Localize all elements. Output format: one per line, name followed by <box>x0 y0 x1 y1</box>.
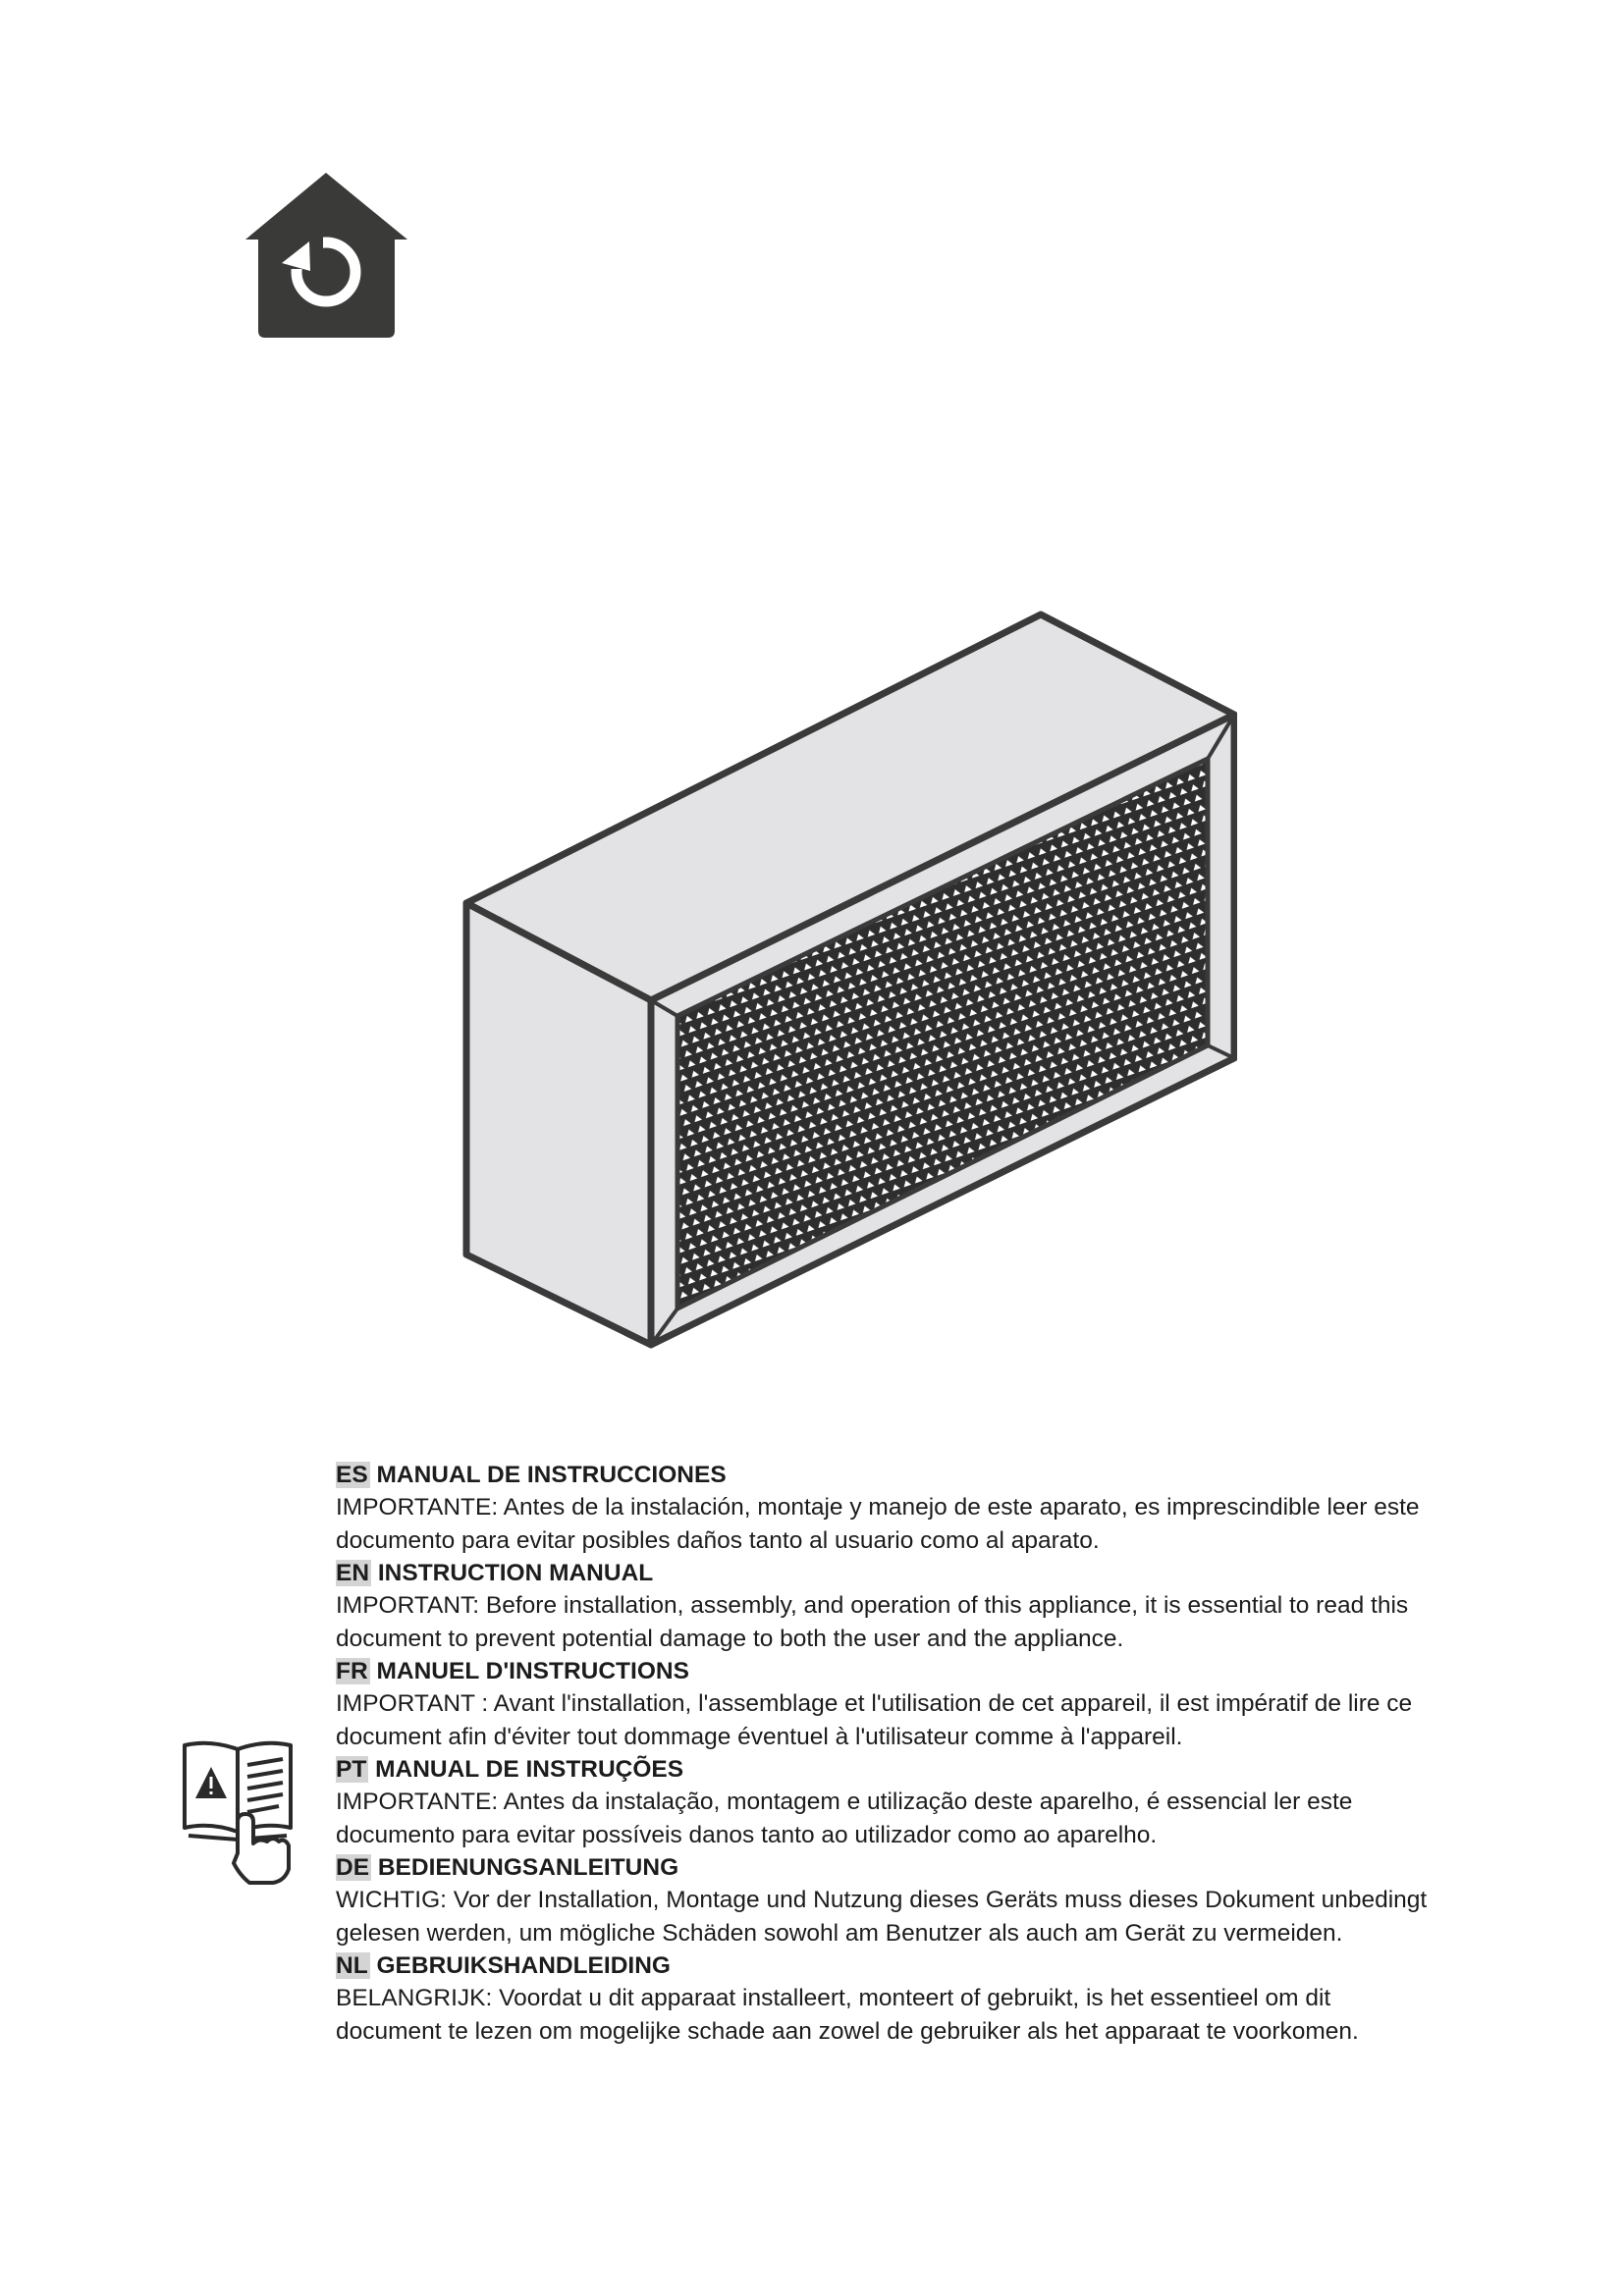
read-manual-warning-icon <box>181 1737 303 1885</box>
language-code: NL <box>336 1952 368 1979</box>
section-heading <box>336 1459 1435 1491</box>
language-code: EN <box>336 1560 370 1586</box>
section-body: IMPORTANT : Avant l'installation, l'assemblage et l'utilisation de cet appareil, il est impératif de lire ce document afin d'éviter tout dommage éventuel à l'utilisateur comme à l'appareil. <box>336 1690 1413 1750</box>
language-code: DE <box>336 1854 370 1881</box>
section-heading <box>336 1949 1435 1982</box>
instruction-sections <box>336 1459 1435 2048</box>
section-es <box>336 1459 1435 1557</box>
section-heading <box>336 1557 1435 1589</box>
section-body: IMPORTANTE: Antes da instalação, montagem e utilização deste aparelho, é essencial ler este documento para evitar possíveis danos tanto ao utilizador como ao aparelho. <box>336 1789 1353 1848</box>
section-pt <box>336 1753 1435 1851</box>
filter-illustration <box>452 604 1237 1360</box>
section-de <box>336 1851 1435 1949</box>
language-code: PT <box>336 1756 367 1783</box>
section-heading <box>336 1851 1435 1884</box>
section-heading <box>336 1655 1435 1687</box>
section-title: INSTRUCTION MANUAL <box>377 1560 654 1586</box>
section-fr <box>336 1655 1435 1753</box>
section-body: BELANGRIJK: Voordat u dit apparaat installeert, monteert of gebruikt, is het essentieel om dit document te lezen om mogelijke schade aan zowel de gebruiker als het apparaat te voorkomen. <box>336 1985 1359 2045</box>
section-heading <box>336 1753 1435 1786</box>
section-title: MANUAL DE INSTRUÇÕES <box>375 1756 684 1783</box>
section-body: IMPORTANTE: Antes de la instalación, montaje y manejo de este aparato, es imprescindible leer este documento para evitar posibles daños tanto al usuario como al aparato. <box>336 1494 1420 1554</box>
section-title: GEBRUIKSHANDLEIDING <box>376 1952 671 1979</box>
section-title: BEDIENUNGSANLEITUNG <box>377 1854 679 1881</box>
house-refresh-icon <box>241 169 412 341</box>
language-code: FR <box>336 1658 368 1684</box>
section-nl <box>336 1949 1435 2048</box>
section-title: MANUEL D'INSTRUCTIONS <box>376 1658 689 1684</box>
section-body: IMPORTANT: Before installation, assembly, and operation of this appliance, it is essential to read this document to prevent potential damage to both the user and the appliance. <box>336 1592 1409 1652</box>
section-title: MANUAL DE INSTRUCCIONES <box>376 1462 727 1488</box>
language-code: ES <box>336 1462 368 1488</box>
section-en <box>336 1557 1435 1655</box>
section-body: WICHTIG: Vor der Installation, Montage und Nutzung dieses Geräts muss dieses Dokument unbedingt gelesen werden, um mögliche Schäden sowohl am Benutzer als auch am Gerät zu vermeiden. <box>336 1887 1428 1947</box>
